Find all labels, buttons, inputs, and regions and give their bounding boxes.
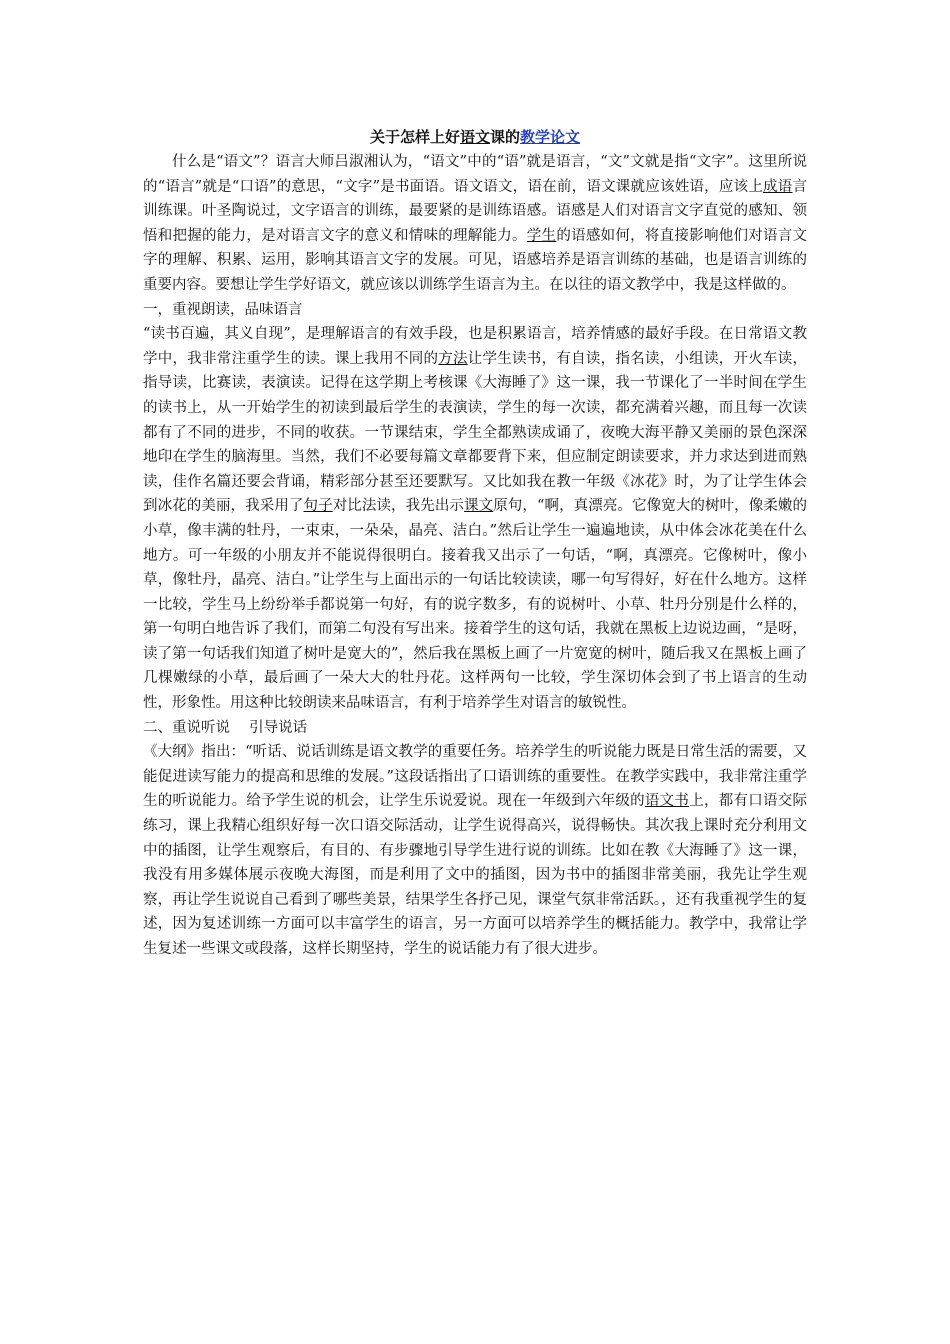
- text-run: 上，都有口语交际练习，课上我精心组织好每一次口语交际活动，让学生说得高兴，说得畅快。其次我上课时充分利用文中的插图，让学生观察后，有目的、有步骤地引导学生进行说的训练。比如在教《大海睡了》这一课，我没有用多媒体展示夜晚大海图，而是利用了文中的插图，因为书中的插图非常美丽，我先让学生观察，再让学生说说自己看到了哪些美景，结果学生各抒己见，课堂气氛非常活跃。，还有我重视学生的复述，因为复述训练一方面可以丰富学生的语言，另一方面可以培养学生的概括能力。教学中，我常让学生复述一些课文或段落，这样长期坚持，学生的说话能力有了很大进步。: [143, 793, 808, 957]
- document-body: [143, 124, 807, 962]
- section-1-paragraph: [143, 322, 807, 716]
- link-kewen[interactable]: 课文: [464, 498, 494, 515]
- title-prefix: 关于怎样上好: [369, 128, 460, 146]
- document-title: [143, 124, 807, 150]
- link-yuwenshu[interactable]: 语文书: [644, 793, 690, 810]
- text-run: 原句，“啊，真漂亮。它像宽大的树叶，像柔嫩的小草，像丰满的牡丹，一束束，一朵朵，晶亮、洁白。”然后让学生一遍遍地读，从中体会冰花美在什么地方。可一年级的小朋友并不能说得很明白。接着我又出示了一句话，“啊，真漂亮。它像树叶，像小草，像牡丹，晶亮、洁白。”让学生与上面出示的一句话比较读读，哪一句写得好，好在什么地方。这样一比较，学生马上纷纷举手都说第一句好，有的说字数多，有的说树叶、小草、牡丹分别是什么样的，第一句明白地告诉了我们，而第二句没有写出来。接着学生的这句话，我就在黑板上边说边画，“是呀，读了第一句话我们知道了树叶是宽大的”，然后我在黑板上画了一片宽宽的树叶，随后我又在黑板上画了几棵嫩绿的小草，最后画了一朵大大的牡丹花。这样两句一比较，学生深切体会到了书上语言的生动性，形象性。用这种比较朗读来品味语言，有利于培养学生对语言的敏锐性。: [143, 498, 808, 712]
- text-run: 什么是“语文”？语言大师吕淑湘认为，“语文”中的“语”就是语言，“文”文就是指“文字”。这里所说的“语言”就是“口语”的意思，“文字”是书面语。语文语文，语在前，语文课就应该姓语，应该上: [143, 154, 807, 195]
- text-run: 《大纲》指出：“听话、说话训练是语文教学的重要任务。培养学生的听说能力既是日常生活的需要，又能促进读写能力的提高和思维的发展。”这段话指出了口语训练的重要性。在教学实践中，我非常注重学生的听说能力。给予学生说的机会，让学生乐说爱说。现在一年级到六年级的: [143, 744, 807, 810]
- title-middle: 课的: [490, 128, 521, 146]
- text-run: “读书百遍，其义自现”，是理解语言的有效手段，也是积累语言，培养情感的最好手段。在日常语文教学中，我非常注重学生的读。课上我用不同的: [143, 326, 807, 367]
- link-juzi[interactable]: 句子: [303, 498, 333, 515]
- link-xuesheng[interactable]: 学生: [526, 227, 557, 244]
- section-heading-1: 一，重视朗读，品味语言: [143, 301, 303, 318]
- intro-paragraph: [143, 150, 807, 298]
- text-run: 言训练课。叶圣陶说过，文字语言的训练，最要紧的是训练语感。语感是人们对语言文字直觉的感知、领悟和把握的能力，是对语言文字的意义和情味的理解能力。: [143, 178, 807, 244]
- title-link[interactable]: 教学论文: [520, 128, 581, 146]
- link-fangfa[interactable]: 方法: [438, 350, 468, 367]
- section-2-paragraph: [143, 740, 807, 961]
- text-run: 让学生读书，有自读，指名读，小组读，开火车读，指导读，比赛读，表演读。记得在这学期上考核课《大海睡了》这一课，我一节课化了一半时间在学生的读书上，从一开始学生的初读到最后学生的表演读，学生的每一次读，都充满着兴趣，而且每一次读都有了不同的进步，不同的收获。一节课结束，学生全都熟读成诵了，夜晚大海平静又美丽的景色深深地印在学生的脑海里。当然，我们不必要每篇文章都要背下来，但应制定朗读要求，并力求达到进而熟读，佳作名篇还要会背诵，精彩部分甚至还要默写。又比如我在教一年级《冰花》时，为了让学生体会到冰花的美丽，我采用了: [143, 350, 808, 515]
- link-chengyu[interactable]: 成语: [763, 178, 793, 195]
- section-heading-2: 二、重说听说 引导说话: [143, 719, 308, 736]
- text-run: 对比法读，我先出示: [332, 498, 465, 515]
- title-underlined-word: 语文: [459, 128, 490, 146]
- text-run: 的语感如何，将直接影响他们对语言文字的理解、积累、运用，影响其语言文字的发展。可见，语感培养是语言训练的基础，也是语言训练的重要内容。要想让学生学好语文，就应该以训练学生语言为主。在以往的语文教学中，我是这样做的。: [143, 227, 808, 293]
